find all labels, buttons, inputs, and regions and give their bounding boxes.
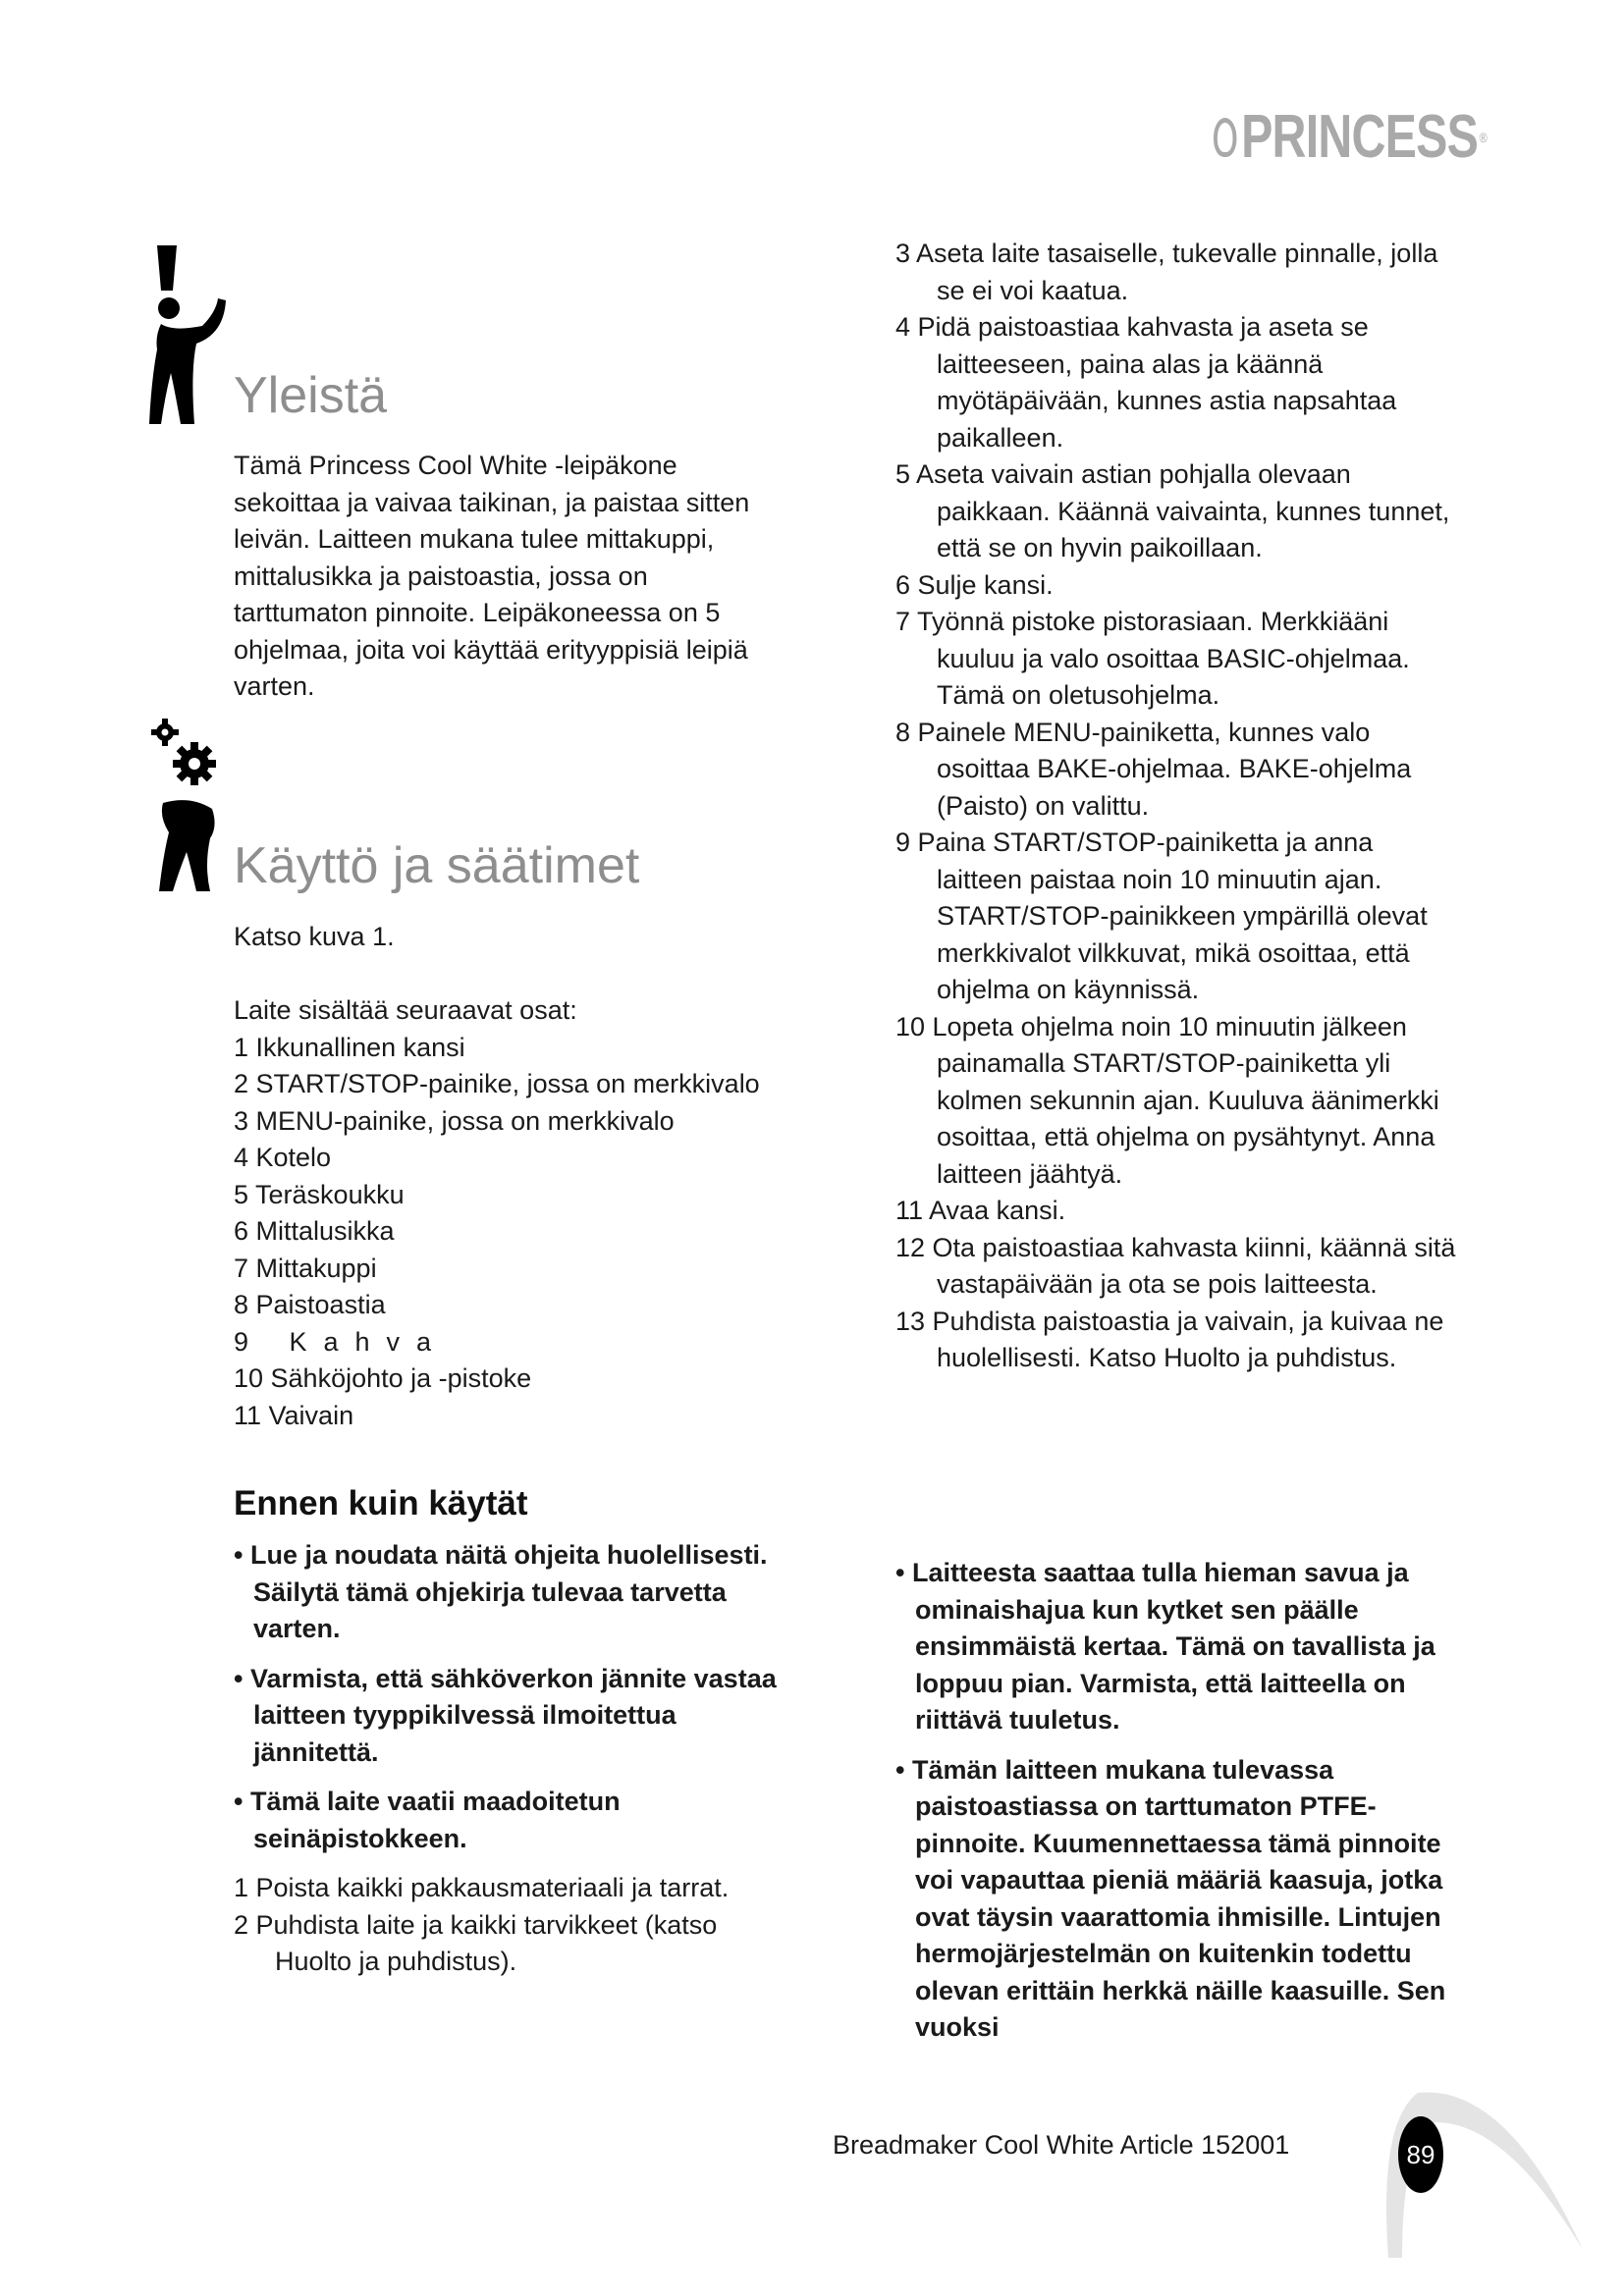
list-item: • Varmista, että sähköverkon jännite vastaa laitteen tyyppikilvessä ilmoitettua jännitettä. [234,1661,784,1772]
parts-list [234,1030,784,1435]
parts-intro: Laite sisältää seuraavat osat: [234,995,577,1025]
list-item: 8 Paistoastia [234,1290,386,1319]
list-item: 1 Ikkunallinen kansi [234,1032,465,1062]
list-item: 5 Aseta vaivain astian pohjalla olevaan paikkaan. Käännä vaivainta, kunnes tunnet, että se on hyvin paikoillaan. [895,459,1450,562]
list-item: 9 Paina START/STOP-painiketta ja anna laitteen paistaa noin 10 minuutin ajan. START/STOP-painikkeen ympärillä olevat merkkivalot vilkkuvat, mikä osoittaa, että ohjelma on käynnissä. [895,828,1428,1004]
list-item: 4 Pidä paistoastiaa kahvasta ja aseta se laitteeseen, paina alas ja käännä myötäpäivään, kunnes astia napsahtaa paikalleen. [895,312,1397,453]
trademark-symbol: ® [1479,129,1487,145]
warning-figure-icon [147,243,228,425]
list-item: 7 Mittakuppi [234,1253,377,1283]
list-item: • Tämä laite vaatii maadoitetun seinäpistokkeen. [234,1784,784,1857]
list-item: • Lue ja noudata näitä ohjeita huolellisesti. Säilytä tämä ohjekirja tulevaa tarvetta varten. [234,1537,784,1648]
right-bullets [895,1555,1461,2047]
steps-list [895,236,1465,1377]
heading-yleista: Yleistä [234,367,388,424]
page-swoosh-decoration [1359,2083,1585,2260]
list-item: 11 Avaa kansi. [895,1196,1066,1225]
heading-kaytto: Käyttö ja säätimet [234,837,640,894]
list-item: 10 Lopeta ohjelma noin 10 minuutin jälkeen painamalla START/STOP-painiketta yli kolmen sekunnin ajan. Kuuluva äänimerkki osoittaa, että ohjelma on pysähtynyt. Anna laitteen jäähtyä. [895,1011,1439,1189]
list-item: 2 Puhdista laite ja kaikki tarvikkeet (katso Huolto ja puhdistus). [234,1909,718,1976]
page-number-badge: 89 [1398,2116,1443,2193]
princess-logo [1214,102,1487,172]
crest-icon [1214,118,1236,157]
list-item: 3 Aseta laite tasaiselle, tukevalle pinnalle, jolla se ei voi kaatua. [895,239,1438,305]
logo-text: PRINCESS [1241,103,1479,171]
list-item: 9 Kahva [234,1326,449,1357]
list-item: 1 Poista kaikki pakkausmateriaali ja tarrat. [234,1873,730,1902]
yleista-paragraph: Tämä Princess Cool White -leipäkone sekoittaa ja vaivaa taikinan, ja paistaa sitten leivän. Laitteen mukana tulee mittakuppi, mittalusikka ja paistoastia, jossa on tarttumaton pinnoite. Leipäkoneessa on 5 ohjelmaa, joita voi käyttää erityyppisiä leipiä varten. [234,451,750,701]
list-item: • Tämän laitteen mukana tulevassa paistoastiassa on tarttumaton PTFE-pinnoite. Kuumennettaessa tämä pinnoite voi vapauttaa pieniä määriä kaasuja, jotka ovat täysin vaarattomia ihmisille. Lintujen hermojärjestelmän on kuitenkin todettu olevan erittäin herkkä näille kaasuille. Sen vuoksi [895,1752,1461,2047]
list-item: 5 Teräskoukku [234,1179,405,1209]
heading-ennen: Ennen kuin käytät [234,1484,528,1522]
list-item: 6 Sulje kansi. [895,569,1054,600]
see-figure-text: Katso kuva 1. [234,922,395,951]
list-item: 6 Mittalusikka [234,1216,395,1246]
list-item: 3 MENU-painike, jossa on merkkivalo [234,1105,675,1136]
footer-article-text: Breadmaker Cool White Article 152001 [833,2130,1290,2160]
list-item: 2 START/STOP-painike, jossa on merkkivalo [234,1069,760,1098]
ennen-bullets [234,1537,784,1857]
list-item: • Laitteesta saattaa tulla hieman savua ja ominaishajua kun kytket sen päälle ensimmäistä kertaa. Tämä on tavallista ja loppuu pian. Varmista, että laitteella on riittävä tuuletus. [895,1555,1461,1739]
list-item: 10 Sähköjohto ja -pistoke [234,1363,532,1393]
list-item: 11 Vaivain [234,1400,354,1430]
settings-figure-icon [147,719,228,893]
list-item: 12 Ota paistoastiaa kahvasta kiinni, käännä sitä vastapäivään ja ota se pois laitteesta. [895,1232,1456,1299]
list-item: 7 Työnnä pistoke pistorasiaan. Merkkiääni kuuluu ja valo osoittaa BASIC-ohjelmaa. Tämä on oletusohjelma. [895,607,1410,710]
list-item: 4 Kotelo [234,1143,332,1172]
list-item: 8 Painele MENU-painiketta, kunnes valo osoittaa BAKE-ohjelmaa. BAKE-ohjelma (Paisto) on valittu. [895,717,1412,821]
list-item: 13 Puhdista paistoastia ja vaivain, ja kuivaa ne huolellisesti. Katso Huolto ja puhdistus. [895,1306,1444,1372]
ennen-steps [234,1870,784,1981]
